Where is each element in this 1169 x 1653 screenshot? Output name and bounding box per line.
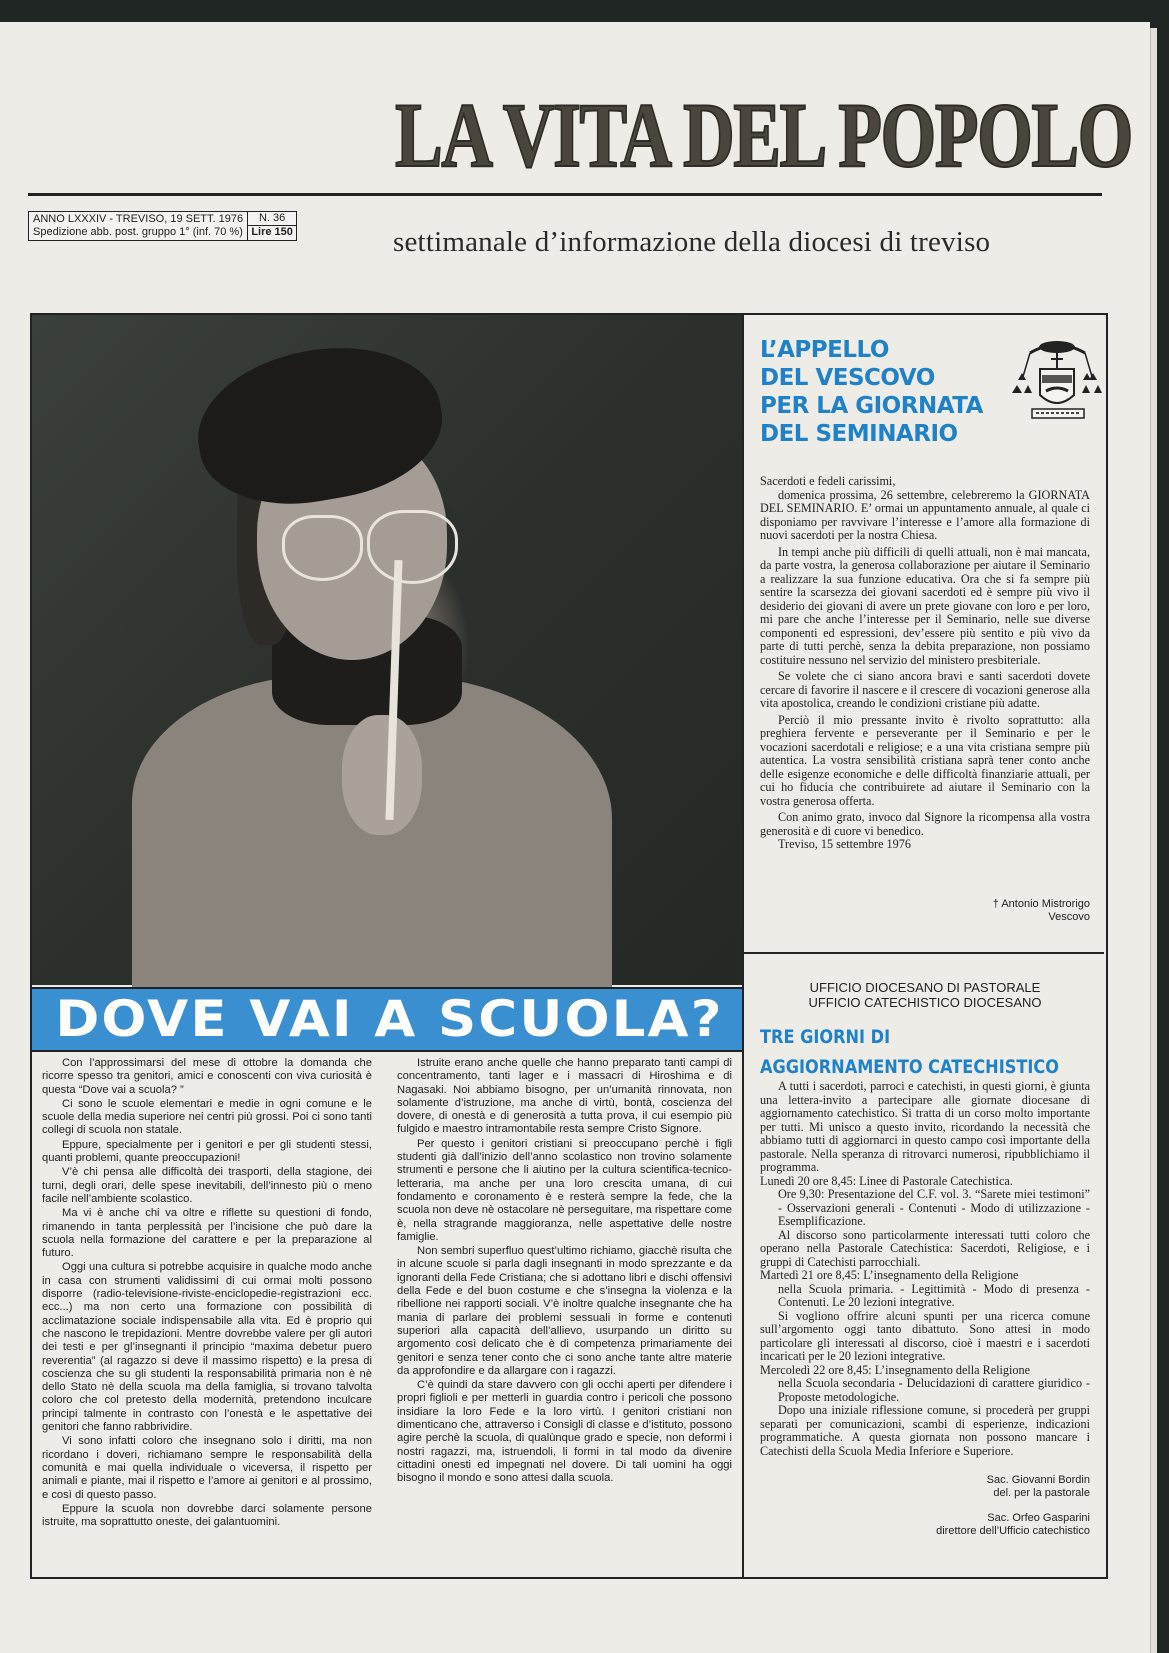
office-line: UFFICIO CATECHISTICO DIOCESANO (808, 995, 1042, 1010)
letter-dateline: Treviso, 15 settembre 1976 (778, 837, 911, 851)
title-line: AGGIORNAMENTO CATECHISTICO (760, 1056, 1059, 1078)
issue-info-left (29, 212, 248, 240)
main-headline-banner (32, 987, 742, 1052)
coat-of-arms-icon (1010, 335, 1105, 425)
article-paragraph: Ci sono le scuole elementari e medie in ogni comune e le scuole della media superiore nei centri più grossi. Poi ci sono tanti collegi di scuola non statale. (42, 1097, 372, 1137)
signature-name: † Antonio Mistrorigo (992, 898, 1090, 910)
catechesis-signatures (760, 1474, 1090, 1538)
signature-spacer (760, 1500, 1090, 1512)
office-header (760, 980, 1090, 1010)
schedule-tuesday-detail: nella Scuola primaria. - Legittimità - Modo di presenza - Contenuti. Le 20 lezioni integrative. (778, 1281, 1090, 1309)
schedule-monday: Lunedì 20 ore 8,45: Linee di Pastorale Catechistica. (760, 1173, 1013, 1188)
title-line: DEL SEMINARIO (760, 421, 958, 447)
letter-paragraph: Con animo grato, invoco dal Signore la ricompensa alla vostra generosità e di cuore vi benedico. (760, 810, 1090, 838)
letter-salutation: Sacerdoti e fedeli carissimi, (760, 474, 896, 488)
schedule-tuesday: Martedì 21 ore 8,45: L’insegnamento della Religione (760, 1268, 1019, 1282)
signature-role: del. per la pastorale (993, 1487, 1090, 1499)
column-divider (742, 315, 744, 1577)
catechesis-body (760, 1080, 1090, 1458)
bishop-letter (760, 475, 1090, 852)
masthead-rule (28, 193, 1102, 196)
page-edge (1150, 28, 1157, 1653)
masthead-subtitle: settimanale d’informazione della diocesi di treviso (393, 226, 991, 258)
bishop-signature (760, 898, 1090, 924)
article-paragraph: Istruite erano anche quelle che hanno preparato tanti campi di concentramento, tanti lager e i massacri di Hiroshima e di Nagasaki. Noi abbiamo bisogno, per un’umanità rinnovata, non solamente d’istruzione, ma anche di virtù, bontà, coscienza del dovere, di onestà e di generosità a tutta prova, il cui esempio più fulgido e maestro intramontabile resta sempre Cristo Signore. (397, 1057, 732, 1136)
issue-number: N. 36 (248, 212, 296, 226)
catechesis-intro: A tutti i sacerdoti, parroci e catechisti, in questi giorni, è giunta una lettera-invito a partecipare alle giornate diocesane di aggiornamento catechistico. Si tratta di un corso molto importante per tutti. Mi unisco a questo invito, ricordando la necessità che abbiamo tutti di aggiornarci in questo campo così importante della pastorale. Nella speranza di ritrovarci numerosi, ripubblichiamo il programma. (760, 1079, 1090, 1174)
article-paragraph: Eppure, specialmente per i genitori e per gli studenti stessi, quanti problemi, quante preoccupazioni! (42, 1138, 372, 1165)
letter-paragraph: In tempi anche più difficili di quelli attuali, non è mai mancata, da parte vostra, la generosa collaborazione per aiutare il Seminario a realizzare la sua funzione educativa. Ora che si fa sempre più sentire la scarsezza dei giovani sacerdoti ed è sempre più vivo il desiderio dei giovani di avere un prete giovane con loro e per loro, mi pare che anche l’interesse per il Seminario, nelle sue diverse componenti ed espressioni, dev’essere più sentito e più vivo da parte di tutti perchè, senza la debita preparazione, non possiamo costituire nessuno nel servizio del ministero presbiteriale. (760, 544, 1090, 667)
photo-glasses-left (282, 515, 363, 581)
main-headline: DOVE VAI A SCUOLA? (55, 990, 724, 1048)
article-paragraph: Con l’approssimarsi del mese di ottobre la domanda che ricorre spesso tra genitori, amici e conoscenti con viva curiosità è questa “Dove vai a scuola? ” (42, 1057, 372, 1096)
article-column-middle (397, 1057, 732, 1487)
issue-info-right (248, 212, 296, 240)
office-line: UFFICIO DIOCESANO DI PASTORALE (809, 980, 1041, 995)
article-paragraph: Ma vi è anche chi va oltre e riflette su questioni di fondo, rimanendo in tanta perplessità per l’incisione che può dare la scuola nella formazione del carattere e per la preparazione al futuro. (42, 1207, 372, 1260)
title-line: PER LA GIORNATA (760, 393, 983, 419)
catechesis-closing: Dopo una iniziale riflessione comune, si procederà per gruppi separati per comunicazioni, scambi di esperienze, indicazioni programmatiche. A questa giornata non possono mancare i Catechisti della Scuola Media Inferiore e Superiore. (760, 1403, 1090, 1458)
article-paragraph: Oggi una cultura si potrebbe acquisire in qualche modo anche in casa con strumenti validissimi di cui ormai molti possono disporre (radio-televisione-riviste-enciclopedie-registrazioni ecc. ecc...) ma non certo una formazione con possibilità di acclimatazione sociale indispensabile alla vita. Ed è proprio qui che nascono le trepidazioni. Mentre dovrebbe valere per gli autori dei testi e per gl’insegnanti il principio “maxima debetur puero reverentia” (al ragazzo si deve il massimo rispetto) e la presa di coscienza che su gli studenti la responsabilità primaria non è nè dello Stato nè della scuola ma della famiglia, si trovano talvolta coloro che col pretesto della modernità, pretendono inculcare principi talmente in contrasto con l’onestà e le aspettative dei genitori che fanno rabbrividire. (42, 1261, 372, 1434)
schedule-wednesday: Mercoledì 22 ore 8,45: L’insegnamento della Religione (760, 1362, 1030, 1377)
letter-paragraph: domenica prossima, 26 settembre, celebreremo la GIORNATA DEL SEMINARIO. E’ ormai un appuntamento annuale, al quale ci disponiamo per ravvivare l’interesse e l’amore alla formazione di nuovi sacerdoti per la nostra Chiesa. (760, 487, 1090, 542)
schedule-tuesday-note: Si vogliono offrire alcuni spunti per una ricerca comune sull’argomento oggi tanto dibattuto. Sono attesi in modo particolare gli interessati al discorso, cioè i maestri e i sacerdoti incaricati per le 20 lezioni integrative. (760, 1308, 1090, 1363)
article-paragraph: C’è quindi da stare davvero con gli occhi aperti per difendere i propri figlioli e per metterli in guardia contro i pericoli che possono insidiare la loro Fede e la loro virtù. I genitori cristiani non dimenticano che, attraverso i Consigli di classe e d’istituto, possono agire perchè la scuola, di qualùnque grado e specie, non deformi i nostri ragazzi, ma, istruendoli, li formi in tal modo da divenire cittadini onesti ed impegnati nel dovere. Di tali uomini ha oggi bisogno il mondo e sono attesi dalla scuola. (397, 1379, 732, 1485)
issue-year-date: ANNO LXXXIV - TREVISO, 19 SETT. 1976 (33, 213, 244, 225)
article-paragraph: Non sembri superfluo quest’ultimo richiamo, giacchè risulta che in alcune scuole si parla dagli insegnanti in modo sprezzante e da ignoranti della Fede Cristiana; che si adottano libri e dischi offensivi della Fede e del buon costume e che s’insegna la violenza e la ribellione nei rapporti sociali. V’è inoltre qualche insegnante che ha mania di parlare dei problemi sessuali in forme e contenuti superiori alla capacità dell’allievo, usurpando un diritto su argomento così delicato che è di competenza primariamente dei genitori e senza tener conto che ci sono anche tante altre materie da approfondire e da allargare con i ragazzi. (397, 1245, 732, 1377)
issue-price: Lire 150 (251, 226, 293, 238)
article-paragraph: Eppure la scuola non dovrebbe darci solamente persone istruite, ma soprattutto oneste, dei galantuomini. (42, 1502, 372, 1529)
signature-name: Sac. Giovanni Bordin (986, 1474, 1090, 1486)
letter-paragraph: Se volete che ci siano ancora bravi e santi sacerdoti dovete cercare di favorire il nascere e il crescere di vocazioni generose alla vita apostolica, creando le condizioni cristiane più adatte. (760, 669, 1090, 710)
article-paragraph: Per questo i genitori cristiani si preoccupano perchè i figli studenti già dall’inizio dell’anno scolastico non trovino solamente strumenti e persone che li aiutino per la cultura scientifica-tecnico-letteraria, ma anche per una loro crescita umana, di cui fondamento e coronamento è e resterà sempre la fede, che la scuola non deve nè ostacolare nè perseguitare, ma rispettare come è, nella stragrande maggioranza, nelle aspettative delle nostre famiglie. (397, 1137, 732, 1243)
schedule-wednesday-detail: nella Scuola secondaria - Delucidazioni di carattere giuridico - Proposte metodologiche. (778, 1376, 1090, 1404)
article-paragraph: Vi sono infatti coloro che insegnano solo i diritti, ma non ricordano i doveri, richiamano sempre le responsabilità della comunità e mai quella individuale o viceversa, il rispetto per animali e piante, mai il rispetto e l’amore ai genitori e al prossimo, e così di questo passo. (42, 1435, 372, 1501)
photo-glasses-right (367, 510, 458, 584)
title-line: TRE GIORNI DI (760, 1026, 891, 1048)
postal-shipping: Spedizione abb. post. gruppo 1° (inf. 70 %) (33, 226, 243, 238)
title-line: L’APPELLO (760, 337, 889, 363)
photo-hand (342, 715, 422, 835)
signature-role: direttore dell’Ufficio catechistico (936, 1525, 1090, 1537)
article-column-left (42, 1057, 372, 1530)
issue-info-box (28, 211, 297, 241)
schedule-monday-detail: Ore 9,30: Presentazione del C.F. vol. 3. “Sarete miei testimoni” - Osservazioni generali - Contenuti - Modo di utilizzazione - Esemplificazione. (778, 1187, 1090, 1228)
title-line: DEL VESCOVO (760, 365, 935, 391)
article-paragraph: V’è chi pensa alle difficoltà dei trasporti, della stagione, dei turni, degli orari, delle spese inevitabili, dell’innesto più o meno facile nell’ambiente scolastico. (42, 1166, 372, 1205)
catechesis-title (760, 1022, 1059, 1082)
bishop-appeal-title (760, 336, 983, 448)
masthead-title: LA VITA DEL POPOLO (395, 84, 1132, 186)
schedule-monday-note: Al discorso sono particolarmente interessati tutti coloro che operano nella Pastorale Catechistica: Sacerdoti, Religiose, e i gruppi di Catechisti parrocchiali. (760, 1227, 1090, 1269)
signature-title: Vescovo (1048, 911, 1090, 923)
right-section-divider (744, 952, 1104, 954)
letter-paragraph: Perciò il mio pressante invito è rivolto soprattutto: alla preghiera fervente e perseverante per il Seminario e per le vocazioni sacerdotali e religiose; e a una vita cristiana sempre più autentica. La vostra sensibilità cristiana saprà tener conto anche delle esigenze economiche e delle difficoltà finanziarie attuali, per cui ho fiducia che contribuirete ad aiutare il Seminario con la vostra generosa offerta. (760, 712, 1090, 808)
front-photo (32, 315, 742, 985)
signature-name: Sac. Orfeo Gasparini (987, 1512, 1090, 1524)
